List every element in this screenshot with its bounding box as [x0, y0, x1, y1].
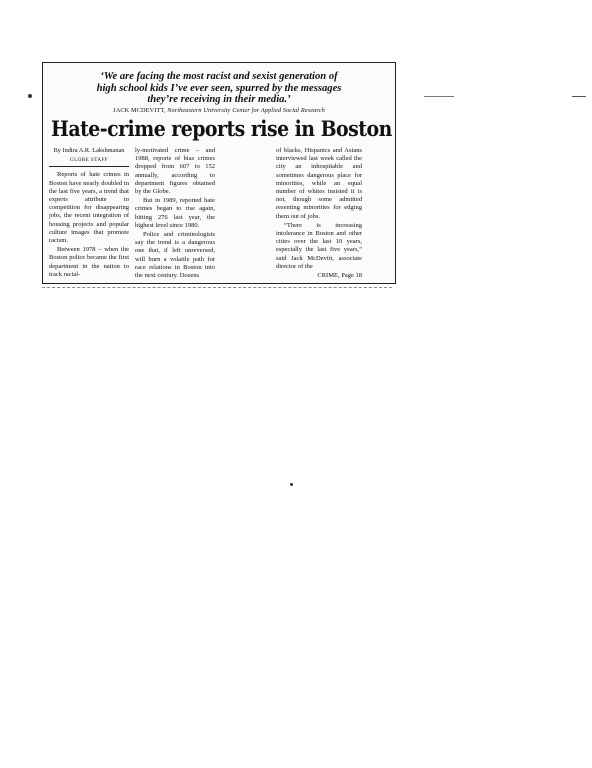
headline: Hate-crime reports rise in Boston: [51, 117, 392, 142]
pull-quote: [43, 71, 395, 106]
byline: By Indira A.R. Lakshmanan: [53, 147, 125, 154]
newspaper-clipping: [42, 62, 396, 284]
pull-quote-line: they’re receiving in their media.’: [147, 94, 291, 105]
scan-artifact-dash: [572, 96, 586, 97]
attribution-affiliation: Northeastern University Center for Applied Social Research: [167, 107, 325, 114]
pull-quote-line: high school kids I’ve ever seen, spurred by the messages: [96, 82, 342, 94]
scan-speck: [28, 94, 32, 98]
attribution-name: JACK MCDEVITT,: [113, 107, 166, 114]
paragraph: ly-motivated crime – and 1988, reports of bias crimes dropped from 607 to 152 annually, according to department figures obtained by the Globe.: [135, 147, 215, 196]
paragraph: “There is increasing intolerance in Boston and other cities over the last 10 years, especially the last five years,” said Jack McDevitt, associate director of the: [276, 221, 362, 270]
pull-quote-line: ‘We are facing the most racist and sexist generation of: [100, 71, 338, 82]
jump-line: CRIME, Page 18: [317, 272, 362, 280]
paragraph: of blacks, Hispanics and Asians interviewed last week called the city an inhospitable and sometimes dangerous place for minorities, while an equal number of whites insisted it is not, though some admitted resenting minorities for edging them out of jobs.: [276, 147, 362, 220]
scan-artifact-line: [42, 287, 392, 288]
article-column-2: [135, 147, 215, 281]
scan-artifact-dash: [424, 96, 454, 97]
article-column-1: [49, 147, 129, 280]
paragraph: Between 1978 – when the Boston police became the first department in the nation to track racial-: [49, 246, 129, 278]
paragraph: But in 1989, reported hate crimes began to rise again, hitting 276 last year, the highest level since 1980.: [135, 197, 215, 229]
byline-staff: GLOBE STAFF: [69, 157, 109, 164]
paragraph: Police and criminologists say the trend is a dangerous one that, if left unreversed, will burn a volatile path for race relations in Boston into the next century. Dozens: [135, 231, 215, 280]
scan-speck: [290, 483, 293, 486]
quote-attribution: [43, 107, 395, 114]
byline-rule: [49, 166, 129, 167]
article-column-3: [276, 147, 362, 280]
paragraph: Reports of hate crimes in Boston have nearly doubled in the last five years, a trend that experts attribute to competition for disappearing jobs, the recent integration of housing projects and popular culture images that promote racism.: [49, 171, 129, 245]
